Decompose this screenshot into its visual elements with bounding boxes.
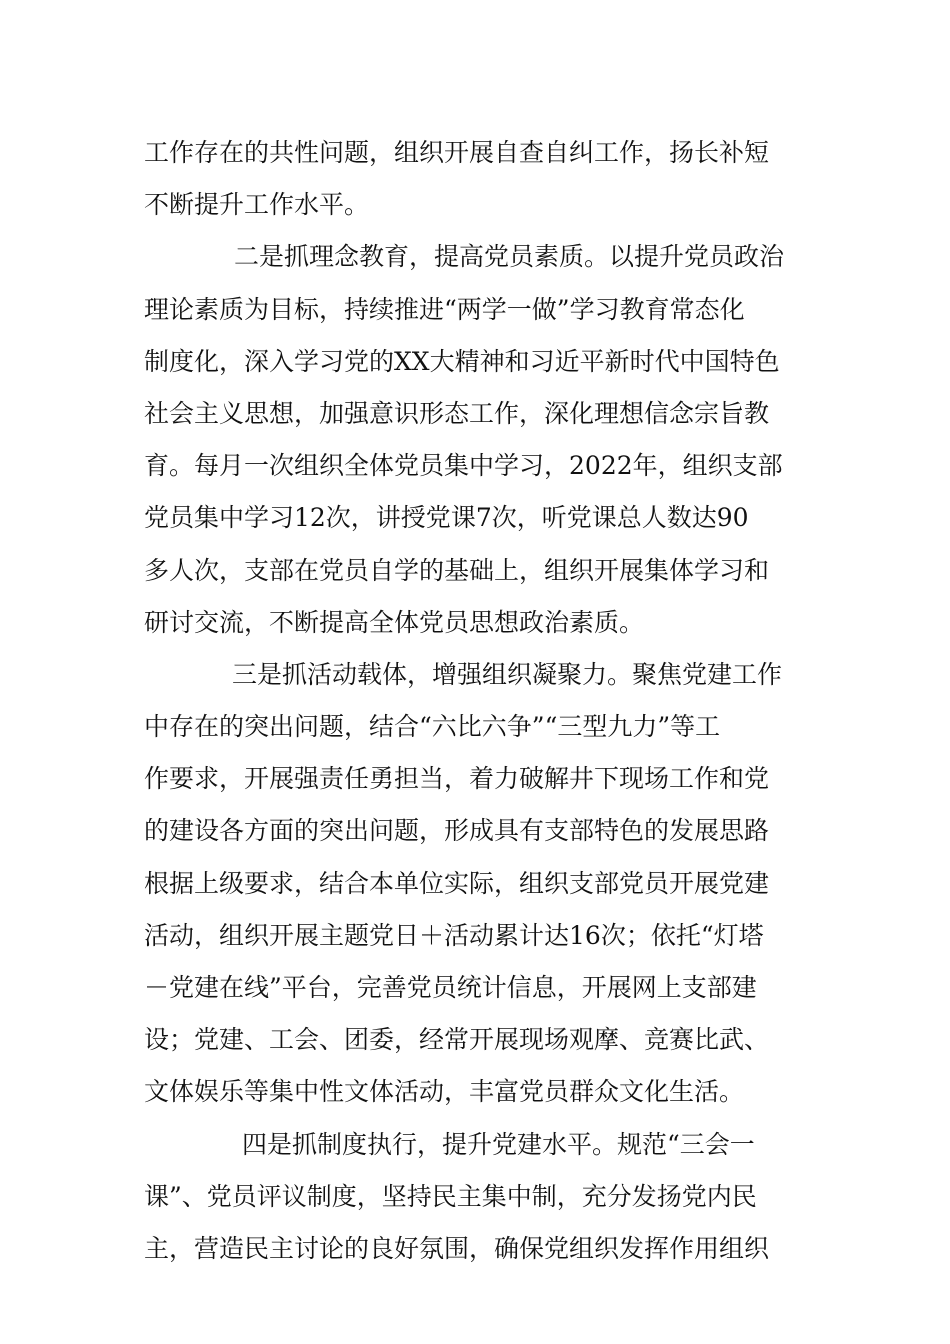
body-text bbox=[144, 127, 810, 1275]
text-line: 活动，组织开展主题党日＋活动累计达16次；依托“灯塔 bbox=[144, 920, 764, 950]
text-line: －党建在线”平台，完善党员统计信息，开展网上支部建 bbox=[144, 973, 757, 1002]
text-line: 设；党建、工会、团委，经常开展现场观摩、竞赛比武、 bbox=[144, 1025, 770, 1055]
paragraph-start-line: 四是抓制度执行，提升党建水平。规范“三会一 bbox=[242, 1129, 755, 1159]
paragraph-start-line: 三是抓活动载体，增强组织凝聚力。聚焦党建工作 bbox=[232, 659, 783, 689]
text-line: 根据上级要求，结合本单位实际，组织支部党员开展党建 bbox=[144, 868, 770, 898]
text-line: 主，营造民主讨论的良好氛围，确保党组织发挥作用组织 bbox=[144, 1233, 770, 1263]
paragraph-start-line: 二是抓理念教育，提高党员素质。以提升党员政治 bbox=[234, 242, 785, 272]
text-line: 制度化，深入学习党的XX大精神和习近平新时代中国特色 bbox=[144, 346, 780, 376]
text-line: 课”、党员评议制度，坚持民主集中制，充分发扬党内民 bbox=[144, 1181, 757, 1211]
text-line: 理论素质为目标，持续推进“两学一做”学习教育常态化 bbox=[144, 294, 745, 324]
text-line: 党员集中学习12次，讲授党课7次，听党课总人数达90 bbox=[144, 503, 749, 533]
text-line: 文体娱乐等集中性文体活动，丰富党员群众文化生活。 bbox=[144, 1077, 745, 1107]
text-line: 不断提升工作水平。 bbox=[144, 190, 370, 220]
text-line: 的建设各方面的突出问题，形成具有支部特色的发展思路 bbox=[144, 816, 770, 846]
text-line: 工作存在的共性问题，组织开展自查自纠工作，扬长补短 bbox=[144, 138, 770, 167]
text-line: 中存在的突出问题，结合“六比六争”“三型九力”等工 bbox=[144, 712, 721, 742]
text-line: 研讨交流，不断提高全体党员思想政治素质。 bbox=[144, 607, 645, 637]
text-line: 多人次，支部在党员自学的基础上，组织开展集体学习和 bbox=[144, 555, 770, 585]
text-line: 育。每月一次组织全体党员集中学习，2022年，组织支部 bbox=[144, 451, 783, 481]
text-line: 作要求，开展强责任勇担当，着力破解井下现场工作和党 bbox=[144, 764, 770, 794]
text-line: 社会主义思想，加强意识形态工作，深化理想信念宗旨教 bbox=[144, 398, 770, 428]
